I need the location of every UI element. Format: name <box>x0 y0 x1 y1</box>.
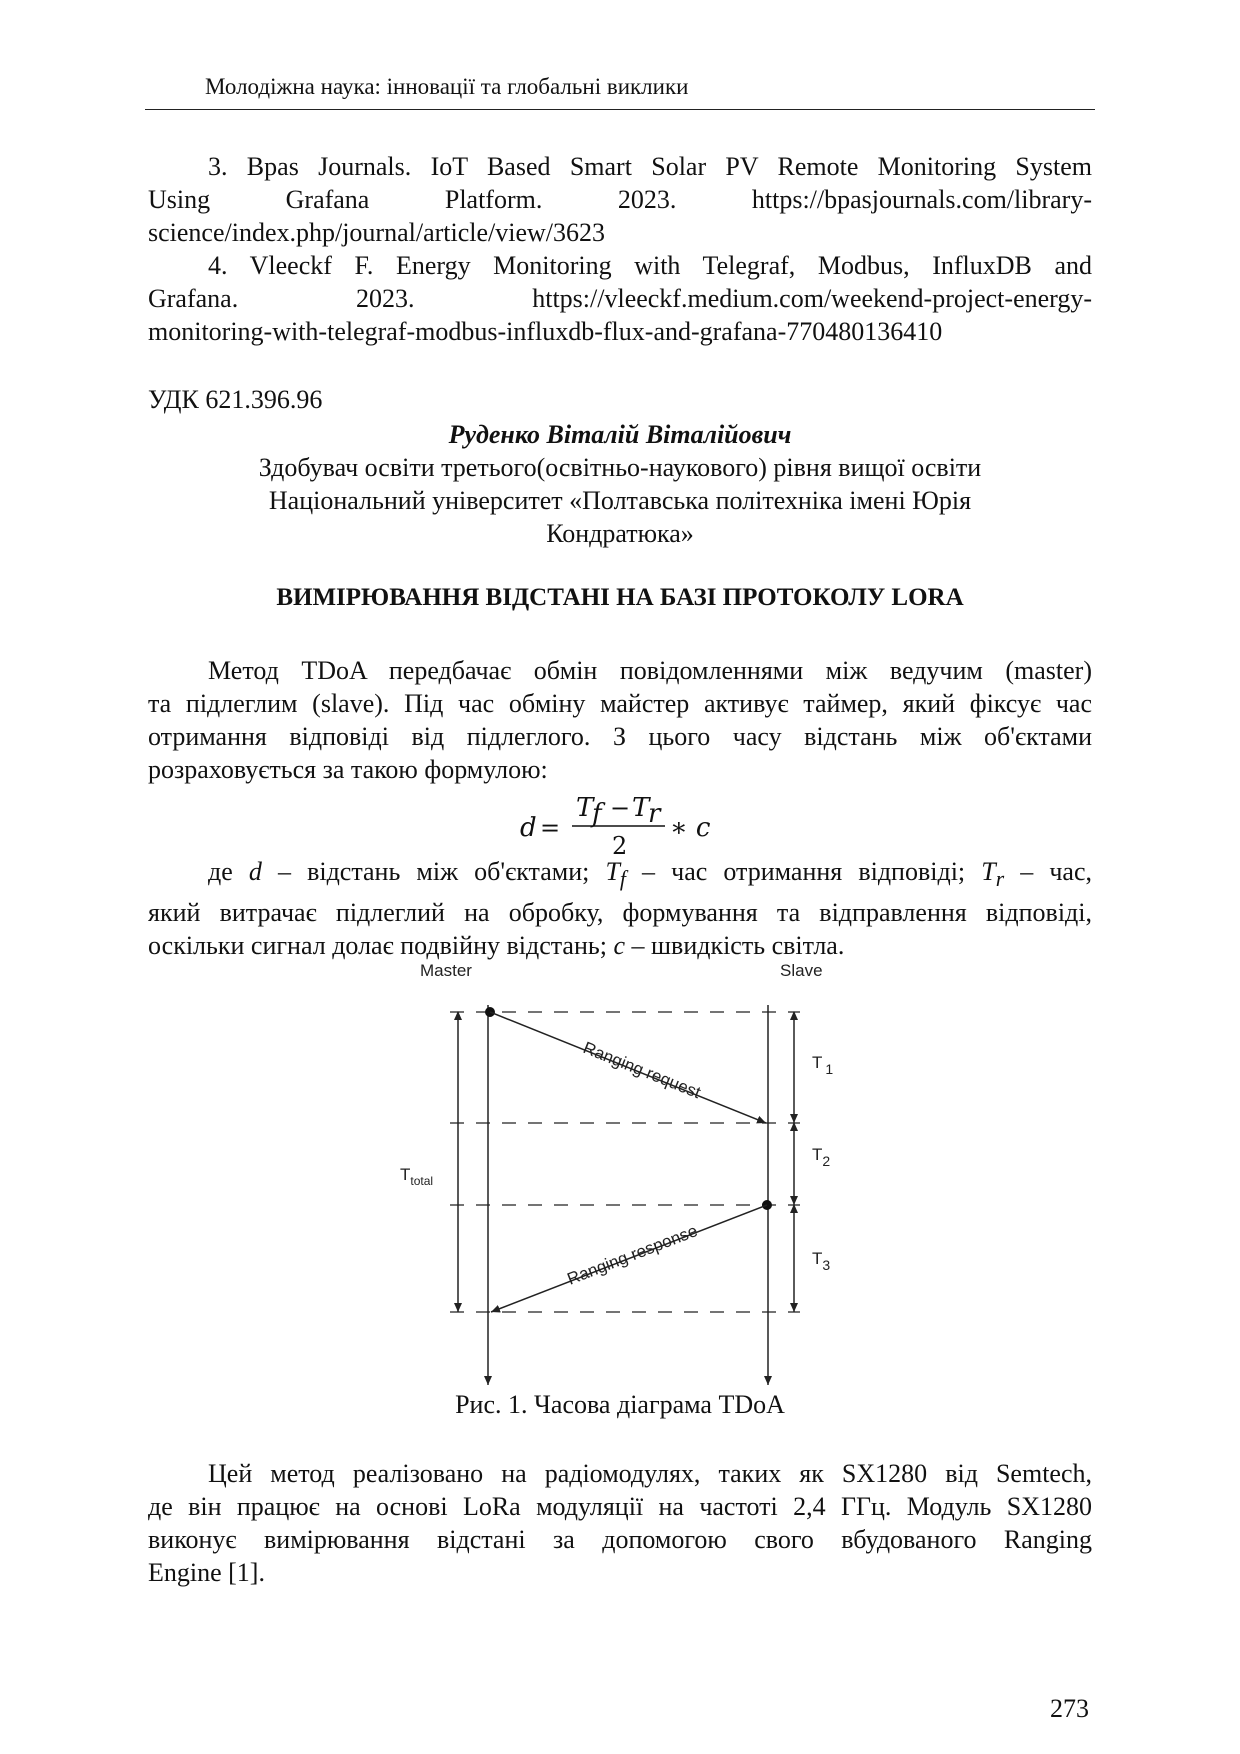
formula-tr-sub: r <box>648 799 661 829</box>
ranging-request-label: Ranging request <box>580 1038 704 1103</box>
author-position: Здобувач освіти третього(освітньо-наукового) рівня вищої освіти <box>258 453 982 482</box>
tdoa-timing-diagram <box>400 950 880 1390</box>
t2-label <box>812 1145 830 1169</box>
paragraph-2-line-2: який витрачає підлеглий на обробку, формування та відправлення відповіді, <box>148 898 1092 928</box>
author-affiliation-line-1: Національний університет «Полтавська політехніка імені Юрія <box>268 486 972 515</box>
paragraph-3-line-2: де він працює на основі LoRa модуляції на частоті 2,4 ГГц. Модуль SX1280 <box>148 1492 1092 1521</box>
p2-var-tf-sub: f <box>619 867 626 892</box>
reference-4-line-1: 4. Vleeckf F. Energy Monitoring with Telegraf, Modbus, InfluxDB and <box>208 251 1092 280</box>
master-label: Master <box>420 961 472 980</box>
p2-text-d: – час, <box>1004 857 1093 886</box>
paragraph-2-line-1 <box>148 855 1092 896</box>
udk-code: УДК 621.396.96 <box>148 385 323 414</box>
p2-var-c: c <box>613 931 626 961</box>
t1-sub: 1 <box>825 1061 834 1077</box>
formula-tf-sub: f <box>592 799 602 829</box>
t2-sub: 2 <box>822 1153 831 1169</box>
author-block <box>148 418 1092 550</box>
paragraph-method <box>148 654 1092 786</box>
p2-var-tr: T <box>981 857 996 886</box>
t1-label <box>812 1053 833 1077</box>
p2-text-f: – швидкість світла. <box>625 931 845 961</box>
author-affiliation-line-2: Кондратюка» <box>546 519 694 548</box>
p2-var-tf: T <box>605 857 620 886</box>
p2-var-tr-sub: r <box>995 867 1005 892</box>
p2-text-c: – час отримання відповіді; <box>625 857 982 886</box>
distance-formula <box>520 790 740 860</box>
p2-text-a: де <box>208 857 249 886</box>
formula-tf: T <box>576 793 594 823</box>
formula-times-c: ∗ c <box>670 813 711 843</box>
article-title: ВИМІРЮВАННЯ ВІДСТАНІ НА БАЗІ ПРОТОКОЛУ LORA <box>276 584 964 611</box>
header-rule <box>145 109 1095 110</box>
formula-equals: = <box>540 814 561 842</box>
page-number: 273 <box>1050 1694 1089 1723</box>
formula-tr: T <box>632 793 650 823</box>
formula-denominator: 2 <box>612 832 628 860</box>
formula-minus: − <box>610 794 631 822</box>
reference-4-line-2: Grafana. 2023. https://vleeckf.medium.com/weekend-project-energy- <box>148 284 1092 313</box>
paragraph-3-line-1: Цей метод реалізовано на радіомодулях, таких як SX1280 від Semtech, <box>208 1459 1092 1488</box>
paragraph-implementation <box>148 1457 1092 1589</box>
reference-3-line-2: Using Grafana Platform. 2023. https://bpasjournals.com/library- <box>148 185 1092 214</box>
paragraph-1-line-4: розраховується за такою формулою: <box>148 755 548 784</box>
references-list <box>148 150 1092 348</box>
ranging-response-label: Ranging response <box>564 1221 701 1289</box>
slave-label: Slave <box>780 961 823 980</box>
p2-text-e: оскільки сигнал долає подвійну відстань; <box>148 931 614 961</box>
author-name: Руденко Віталій Віталійович <box>448 420 792 449</box>
reference-4-line-3: monitoring-with-telegraf-modbus-influxdb-flux-and-grafana-770480136410 <box>148 317 943 346</box>
t1-t: T <box>812 1053 823 1072</box>
ttotal-label <box>400 1165 433 1188</box>
p2-var-d: d <box>248 857 262 886</box>
running-header: Молодіжна наука: інновації та глобальні виклики <box>205 74 689 99</box>
paragraph-1-line-3: отримання відповіді від підлеглого. З цього часу відстань між об'єктами <box>148 722 1092 751</box>
t3-t: T <box>812 1249 823 1268</box>
reference-3-line-1: 3. Bpas Journals. IoT Based Smart Solar PV Remote Monitoring System <box>208 152 1092 181</box>
paragraph-3-line-4: Engine [1]. <box>148 1558 265 1587</box>
paragraph-3-line-3: виконує вимірювання відстані за допомогою свого вбудованого Ranging <box>148 1525 1092 1554</box>
t3-sub: 3 <box>822 1257 831 1273</box>
formula-lhs: d <box>520 813 537 843</box>
paragraph-1-line-1: Метод TDoA передбачає обмін повідомленнями між ведучим (master) <box>208 656 1092 685</box>
p2-text-b: – відстань між об'єктами; <box>261 857 606 886</box>
ttotal-t: T <box>400 1165 411 1184</box>
ttotal-sub: total <box>410 1174 434 1188</box>
t2-t: T <box>812 1145 823 1164</box>
t3-label <box>812 1249 830 1273</box>
paragraph-definitions <box>148 855 1092 962</box>
reference-3-line-3: science/index.php/journal/article/view/3623 <box>148 218 606 247</box>
paragraph-1-line-2: та підлеглим (slave). Під час обміну майстер активує таймер, який фіксує час <box>148 689 1092 718</box>
figure-caption: Рис. 1. Часова діаграма TDoA <box>455 1390 785 1419</box>
